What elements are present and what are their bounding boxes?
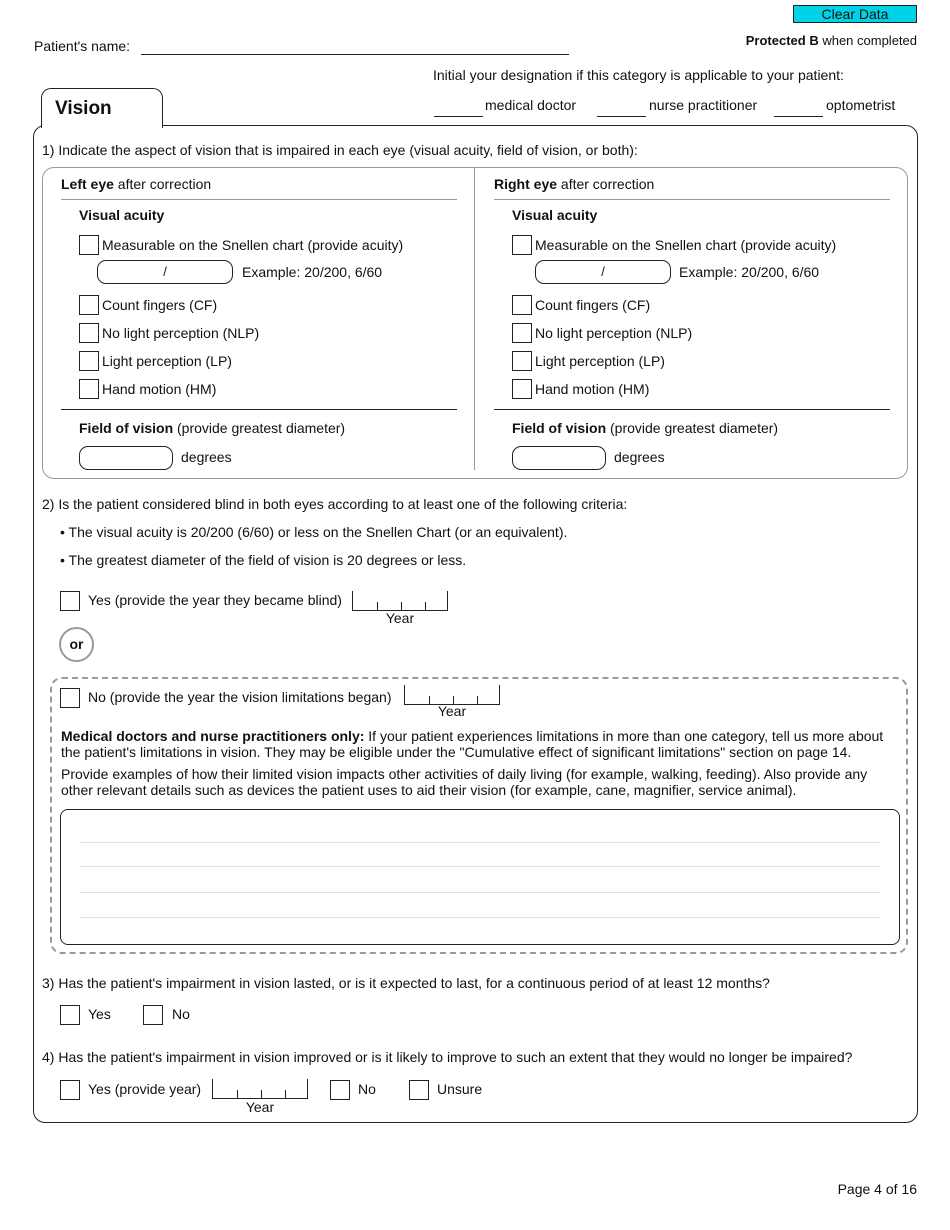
q4-no-label: No — [358, 1081, 376, 1097]
right-field-rest: (provide greatest diameter) — [606, 420, 779, 436]
right-nlp-label: No light perception (NLP) — [535, 325, 693, 341]
protected-b-note — [746, 33, 917, 48]
designation-prompt: Initial your designation if this category is applicable to your patient: — [433, 67, 844, 83]
left-snellen-label: Measurable on the Snellen chart (provide acuity) — [102, 237, 404, 253]
q3-yes-label: Yes — [88, 1006, 111, 1022]
left-field-rule — [61, 409, 457, 410]
patient-name-label: Patient's name: — [34, 38, 131, 54]
left-field-rest: (provide greatest diameter) — [173, 420, 346, 436]
right-hm-checkbox[interactable] — [512, 379, 532, 399]
right-visual-acuity-heading: Visual acuity — [512, 207, 598, 223]
left-field-input[interactable] — [79, 446, 173, 470]
q4-yes-checkbox[interactable] — [60, 1080, 80, 1100]
right-cf-label: Count fingers (CF) — [535, 297, 651, 313]
designation-md-label: medical doctor — [485, 97, 577, 113]
q2-no-checkbox[interactable] — [60, 688, 80, 708]
right-heading-rule — [494, 199, 890, 200]
clear-data-button[interactable]: Clear Data — [793, 5, 917, 23]
designation-optometrist-label: optometrist — [826, 97, 896, 113]
right-degrees-label: degrees — [614, 449, 665, 465]
right-snellen-checkbox[interactable] — [512, 235, 532, 255]
right-field-heading — [512, 420, 778, 436]
left-eye-after-correction: after correction — [113, 176, 212, 192]
q4-year-label: Year — [245, 1099, 275, 1115]
right-eye-heading — [494, 176, 654, 192]
q2-yes-checkbox[interactable] — [60, 591, 80, 611]
protected-b-bold: Protected B — [745, 33, 819, 48]
limitations-textarea[interactable] — [60, 809, 900, 945]
left-hm-checkbox[interactable] — [79, 379, 99, 399]
q2-yes-year-input[interactable] — [352, 591, 448, 611]
q2-yes-year-label: Year — [385, 610, 415, 626]
right-acuity-input[interactable]: / — [535, 260, 671, 284]
q3-no-label: No — [172, 1006, 190, 1022]
left-lp-label: Light perception (LP) — [102, 353, 232, 369]
q3-no-checkbox[interactable] — [143, 1005, 163, 1025]
left-cf-checkbox[interactable] — [79, 295, 99, 315]
right-hm-label: Hand motion (HM) — [535, 381, 650, 397]
section-tab-title: Vision — [55, 98, 112, 119]
or-badge: or — [59, 627, 94, 662]
q2-bullet-1-text: The visual acuity is 20/200 (6/60) or less on the Snellen Chart (or an equivalent). — [68, 524, 568, 540]
right-field-rule — [494, 409, 890, 410]
q4-unsure-label: Unsure — [437, 1081, 483, 1097]
protected-b-rest: when completed — [818, 33, 917, 48]
left-acuity-input[interactable]: / — [97, 260, 233, 284]
q4-unsure-checkbox[interactable] — [409, 1080, 429, 1100]
left-snellen-checkbox[interactable] — [79, 235, 99, 255]
designation-np-label: nurse practitioner — [649, 97, 758, 113]
q4-question: 4) Has the patient's impairment in vision improved or is it likely to improve to such an extent that they would no longer be impaired? — [42, 1049, 853, 1065]
page-number: Page 4 of 16 — [837, 1181, 917, 1197]
left-eye-bold: Left eye — [61, 176, 114, 192]
left-lp-checkbox[interactable] — [79, 351, 99, 371]
right-lp-checkbox[interactable] — [512, 351, 532, 371]
md-np-note-text: If your patient experiences limitations in more than one category, tell us more about the patient's limitations in vision. They may be eligible under the "Cumulative effect of significant limitations" section on page 14. — [61, 728, 884, 760]
q2-no-year-label: Year — [437, 703, 467, 719]
q4-year-input[interactable] — [212, 1079, 308, 1099]
eye-panel-divider — [474, 168, 475, 470]
q2-bullet-1: • The visual acuity is 20/200 (6/60) or less on the Snellen Chart (or an equivalent). — [60, 524, 568, 540]
right-field-input[interactable] — [512, 446, 606, 470]
np-initial-field[interactable] — [597, 116, 646, 117]
q1-question: 1) Indicate the aspect of vision that is impaired in each eye (visual acuity, field of vision, or both): — [42, 142, 638, 158]
patient-name-field[interactable] — [141, 54, 569, 55]
left-hm-label: Hand motion (HM) — [102, 381, 217, 397]
left-heading-rule — [61, 199, 457, 200]
left-nlp-checkbox[interactable] — [79, 323, 99, 343]
q2-bullet-2-text: The greatest diameter of the field of vision is 20 degrees or less. — [68, 552, 467, 568]
q2-no-year-input[interactable] — [404, 685, 500, 705]
right-nlp-checkbox[interactable] — [512, 323, 532, 343]
right-lp-label: Light perception (LP) — [535, 353, 665, 369]
optometrist-initial-field[interactable] — [774, 116, 823, 117]
right-cf-checkbox[interactable] — [512, 295, 532, 315]
right-field-bold: Field of vision — [512, 420, 607, 436]
q2-question: 2) Is the patient considered blind in both eyes according to at least one of the following criteria: — [42, 496, 628, 512]
section-tab — [41, 88, 163, 128]
q3-question: 3) Has the patient's impairment in vision lasted, or is it expected to last, for a continuous period of at least 12 months? — [42, 975, 770, 991]
left-cf-label: Count fingers (CF) — [102, 297, 218, 313]
left-visual-acuity-heading: Visual acuity — [79, 207, 165, 223]
q2-bullet-2: • The greatest diameter of the field of vision is 20 degrees or less. — [60, 552, 467, 568]
md-initial-field[interactable] — [434, 116, 483, 117]
right-acuity-example: Example: 20/200, 6/60 — [679, 264, 820, 280]
right-eye-bold: Right eye — [494, 176, 558, 192]
left-field-heading — [79, 420, 345, 436]
left-nlp-label: No light perception (NLP) — [102, 325, 260, 341]
left-field-bold: Field of vision — [79, 420, 174, 436]
q4-yes-label: Yes (provide year) — [88, 1081, 202, 1097]
right-eye-after-correction: after correction — [557, 176, 655, 192]
examples-instructions: Provide examples of how their limited vision impacts other activities of daily living (for example, walking, feeding). Also provide any other relevant details such as devices the patient uses to aid their vision (for example, cane, magnifier, service animal). — [61, 766, 868, 798]
right-snellen-label: Measurable on the Snellen chart (provide acuity) — [535, 237, 837, 253]
q3-yes-checkbox[interactable] — [60, 1005, 80, 1025]
q2-no-label: No (provide the year the vision limitations began) — [88, 689, 392, 705]
left-degrees-label: degrees — [181, 449, 232, 465]
left-eye-heading — [61, 176, 211, 192]
md-np-note — [61, 728, 891, 760]
md-np-note-bold: Medical doctors and nurse practitioners only: — [61, 728, 365, 744]
left-acuity-example: Example: 20/200, 6/60 — [242, 264, 383, 280]
q2-yes-label: Yes (provide the year they became blind) — [88, 592, 342, 608]
q4-no-checkbox[interactable] — [330, 1080, 350, 1100]
